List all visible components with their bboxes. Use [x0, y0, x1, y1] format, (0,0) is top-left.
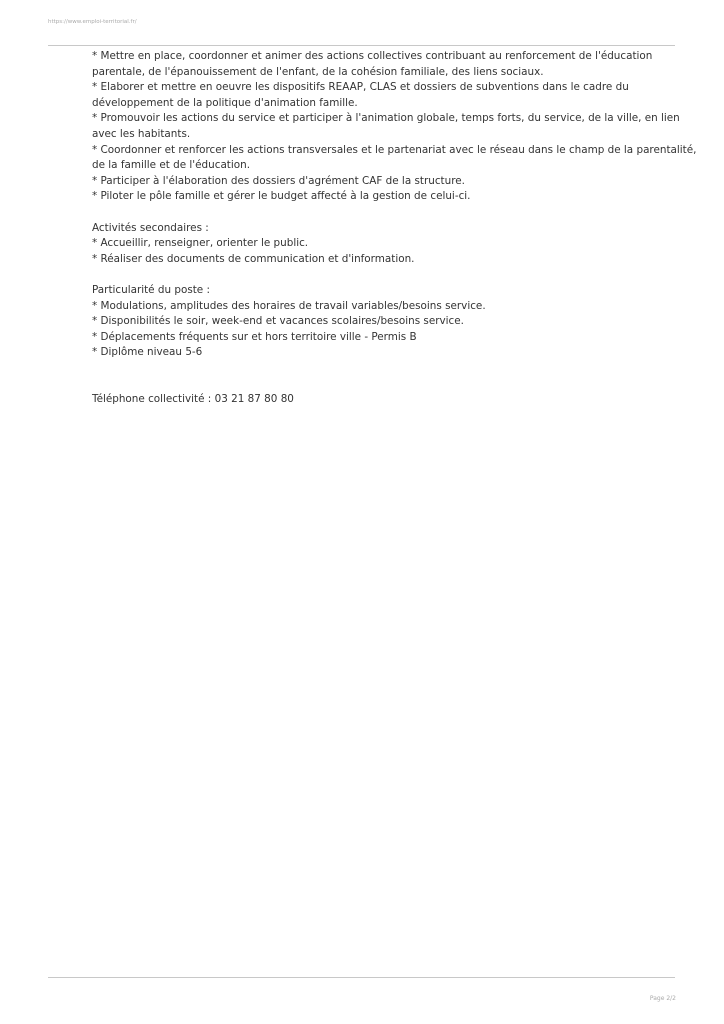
page-number: Page 2/2 — [649, 995, 676, 1002]
spacer — [92, 361, 704, 392]
mission-item: * Elaborer et mettre en oeuvre les dispositifs REAAP, CLAS et dossiers de subventions dans le cadre du développement de la politique d'animation famille. — [92, 81, 629, 109]
spacer — [92, 267, 704, 283]
particularity-item: * Modulations, amplitudes des horaires de travail variables/besoins service. — [92, 299, 486, 312]
spacer — [92, 205, 704, 221]
footer-divider — [48, 977, 675, 978]
mission-item: * Piloter le pôle famille et gérer le budget affecté à la gestion de celui-ci. — [92, 190, 471, 203]
phone-number: Téléphone collectivité : 03 21 87 80 80 — [92, 393, 294, 406]
secondary-activity-item: * Réaliser des documents de communication et d'information. — [92, 252, 415, 265]
secondary-activities-heading: Activités secondaires : — [92, 221, 209, 234]
secondary-activity-item: * Accueillir, renseigner, orienter le public. — [92, 237, 309, 250]
mission-item: * Coordonner et renforcer les actions transversales et le partenariat avec le réseau dans le champ de la parentalité, de la famille et de l'éducation. — [92, 143, 697, 172]
mission-item: * Mettre en place, coordonner et animer des actions collectives contribuant au renforcement de l'éducation parentale, de l'épanouissement de l'enfant, de la cohésion familiale, des liens sociaux. — [92, 50, 653, 78]
particularities-heading: Particularité du poste : — [92, 283, 211, 296]
particularity-item: * Déplacements fréquents sur et hors territoire ville - Permis B — [92, 330, 417, 343]
mission-item: * Promouvoir les actions du service et participer à l'animation globale, temps forts, du service, de la ville, en lien avec les habitants. — [92, 112, 680, 140]
header-url: https://www.emploi-territorial.fr/ — [48, 19, 137, 25]
job-description-body — [92, 49, 704, 408]
header-divider — [48, 45, 675, 46]
mission-item: * Participer à l'élaboration des dossiers d'agrément CAF de la structure. — [92, 174, 465, 187]
particularity-item: * Disponibilités le soir, week-end et vacances scolaires/besoins service. — [92, 315, 464, 328]
particularity-item: * Diplôme niveau 5-6 — [92, 346, 203, 359]
